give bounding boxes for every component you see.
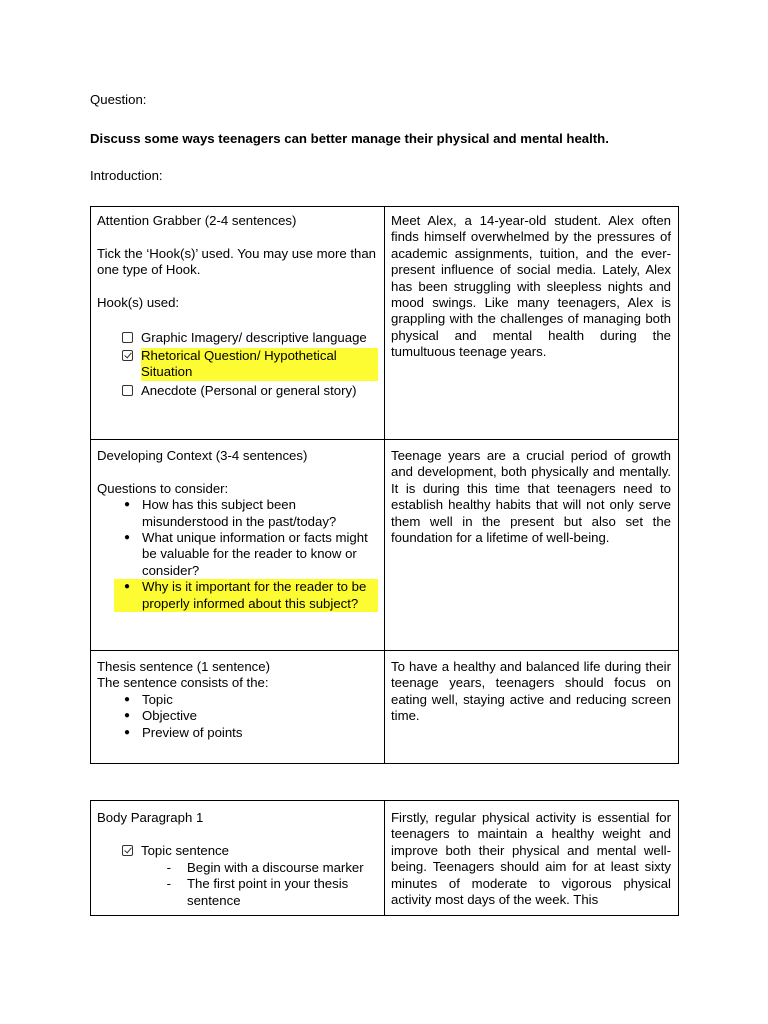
bullet-icon: ● bbox=[123, 581, 130, 593]
introduction-table bbox=[90, 206, 679, 764]
list-item: ● Preview of points bbox=[97, 725, 378, 741]
hook-option-label: Anecdote (Personal or general story) bbox=[141, 382, 357, 398]
developing-context-heading: Developing Context (3-4 sentences) bbox=[97, 448, 308, 463]
topic-sentence-subitems bbox=[97, 860, 378, 909]
list-item: - The first point in your thesis sentence bbox=[97, 876, 378, 909]
bullet-icon: ● bbox=[123, 499, 130, 511]
list-item: ● How has this subject been misunderstood in the past/today? bbox=[97, 497, 378, 530]
dash-bullet: - bbox=[166, 859, 171, 875]
checkbox-checked-icon[interactable] bbox=[122, 845, 133, 856]
checkbox-unchecked-icon[interactable] bbox=[122, 385, 133, 396]
bullet-icon: ● bbox=[123, 710, 130, 722]
list-item-highlighted: ● Why is it important for the reader to be properly informed about this subject? bbox=[114, 579, 378, 612]
body-paragraph-heading: Body Paragraph 1 bbox=[97, 810, 204, 825]
list-item: ● Objective bbox=[97, 708, 378, 724]
thesis-heading: Thesis sentence (1 sentence) bbox=[97, 659, 270, 674]
thesis-components-list bbox=[97, 692, 378, 741]
hook-option-rhetorical-question[interactable] bbox=[122, 348, 378, 381]
body-paragraph-table bbox=[90, 800, 679, 916]
topic-sentence-check[interactable] bbox=[122, 843, 378, 859]
bullet-icon: ● bbox=[123, 726, 130, 738]
topic-sentence-label: Topic sentence bbox=[141, 843, 229, 859]
attention-grabber-cell bbox=[91, 207, 385, 440]
developing-context-response[interactable]: Teenage years are a crucial period of growth and development, both physically and mentally. It is during this time that teenagers need to establish healthy habits that will not only serve them well in the present but also set the foundation for a lifetime of well-being. bbox=[385, 440, 679, 651]
hooks-used-label: Hook(s) used: bbox=[97, 295, 180, 310]
hook-option-label: Rhetorical Question/ Hypothetical Situation bbox=[141, 348, 378, 381]
developing-context-row bbox=[91, 440, 679, 651]
thesis-response[interactable]: To have a healthy and balanced life during their teenage years, teenagers should focus on eating well, staying active and reducing screen time. bbox=[385, 651, 679, 764]
bullet-icon: ● bbox=[123, 532, 130, 544]
hook-option-anecdote[interactable] bbox=[122, 383, 378, 399]
attention-grabber-row bbox=[91, 207, 679, 440]
question-label: Question: bbox=[90, 92, 147, 107]
checkbox-unchecked-icon[interactable] bbox=[122, 332, 133, 343]
hook-instruction: Tick the ‘Hook(s)’ used. You may use more than one type of Hook. bbox=[97, 245, 377, 278]
developing-context-cell bbox=[91, 440, 385, 651]
thesis-row bbox=[91, 651, 679, 764]
introduction-label: Introduction: bbox=[90, 168, 163, 183]
hook-option-label: Graphic Imagery/ descriptive language bbox=[141, 330, 367, 346]
questions-list bbox=[97, 497, 378, 612]
thesis-consists-label: The sentence consists of the: bbox=[97, 675, 269, 691]
list-item: ● What unique information or facts might be valuable for the reader to know or consider? bbox=[97, 530, 378, 579]
attention-grabber-response[interactable]: Meet Alex, a 14-year-old student. Alex often finds himself overwhelmed by the pressures of academic assignments, tuition, and the ever-present influence of social media. Lately, Alex has been struggling with sleepless nights and mood swings. Like many teenagers, Alex is grappling with the challenges of managing both physical and mental health during the tumultuous teenage years. bbox=[385, 207, 679, 440]
list-item: - Begin with a discourse marker bbox=[97, 860, 378, 876]
body-paragraph-row bbox=[91, 801, 679, 916]
hook-option-graphic-imagery[interactable] bbox=[122, 330, 378, 346]
thesis-cell bbox=[91, 651, 385, 764]
body-paragraph-cell bbox=[91, 801, 385, 916]
dash-bullet: - bbox=[166, 876, 171, 892]
bullet-icon: ● bbox=[123, 693, 130, 705]
question-text: Discuss some ways teenagers can better manage their physical and mental health. bbox=[90, 131, 609, 146]
questions-to-consider-label: Questions to consider: bbox=[97, 480, 229, 496]
body-paragraph-response[interactable]: Firstly, regular physical activity is essential for teenagers to maintain a healthy weight and improve both their physical and mental well-being. Teenagers should aim for at least sixty minutes of moderate to vigorous physical activity most days of the week. This bbox=[385, 801, 679, 916]
list-item: ● Topic bbox=[97, 692, 378, 708]
attention-grabber-heading: Attention Grabber (2-4 sentences) bbox=[97, 213, 297, 228]
checkbox-checked-icon[interactable] bbox=[122, 350, 133, 361]
